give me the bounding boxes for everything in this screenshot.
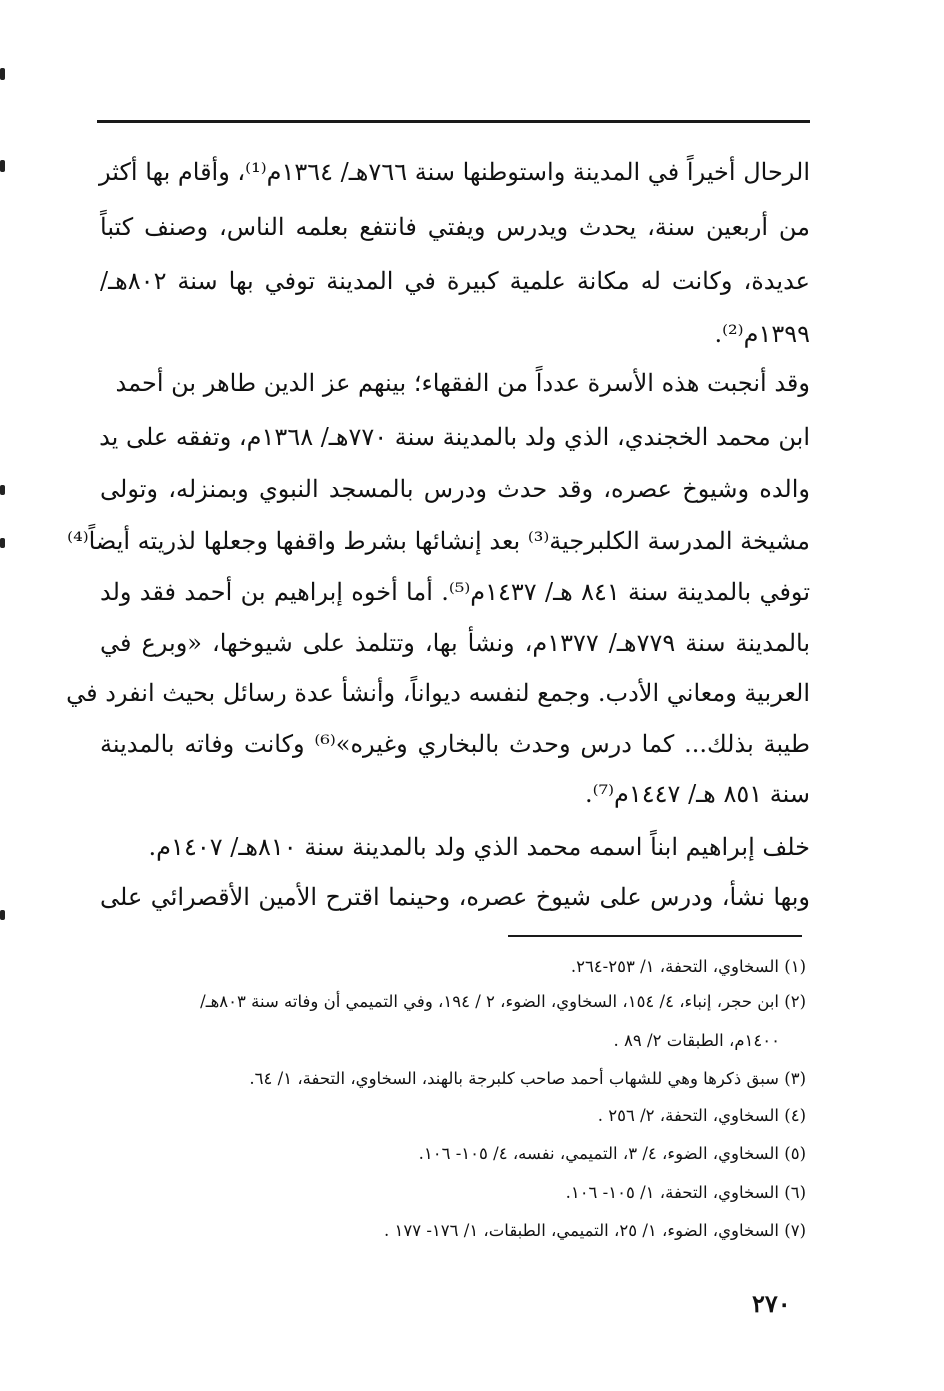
footnote-6: (٦) السخاوي، التحفة، ١/ ١٠٥- ١٠٦. (565, 1183, 806, 1202)
body-line: من أربعين سنة، يحدث ويدرس ويفتي فانتفع بعلمه الناس، وصنف كتباً (100, 213, 810, 241)
scan-edge-mark (0, 485, 5, 495)
body-line: ابن محمد الخجندي، الذي ولد بالمدينة سنة ٧٧٠هـ/ ١٣٦٨م، وتفقه على يد (99, 423, 810, 451)
body-line: سنة ٨٥١ هـ/ ١٤٤٧م⁽⁷⁾. (584, 780, 810, 808)
body-line: مشيخة المدرسة الكلبرجية⁽³⁾ بعد إنشائها بشرط واقفها وجعلها لذريته أيضاً⁽⁴⁾ (67, 527, 810, 555)
footnote-5: (٥) السخاوي، الضوء، ٤/ ٣، التميمي، نفسه، ٤/ ١٠٥- ١٠٦. (418, 1144, 806, 1163)
body-line: وبها نشأ، ودرس على شيوخ عصره، وحينما اقترح الأمين الأقصرائي على (100, 883, 810, 911)
footnote-2-continued: ١٤٠٠م، الطبقات ٢/ ٨٩ . (613, 1031, 780, 1050)
body-line: طيبة بذلك... كما درس وحدث بالبخاري وغيره»⁽⁶⁾ وكانت وفاته بالمدينة (100, 730, 810, 758)
body-line: والده وشيوخ عصره، وقد حدث ودرس بالمسجد النبوي وبمنزله، وتولى (100, 475, 810, 503)
body-line: العربية ومعاني الأدب. وجمع لنفسه ديواناً، وأنشأ عدة رسائل بحيث انفرد في (66, 679, 810, 707)
body-line: الرحال أخيراً في المدينة واستوطنها سنة ٧٦٦هـ/ ١٣٦٤م⁽¹⁾، وأقام بها أكثر (99, 158, 810, 186)
page-number: ٢٧٠ (752, 1289, 791, 1318)
body-line: خلف إبراهيم ابناً اسمه محمد الذي ولد بالمدينة سنة ٨١٠هـ/ ١٤٠٧م. (148, 833, 810, 861)
body-line: وقد أنجبت هذه الأسرة عدداً من الفقهاء؛ بينهم عز الدين طاهر بن أحمد (115, 369, 810, 397)
footnote-7: (٧) السخاوي، الضوء، ١/ ٢٥، التميمي، الطبقات، ١/ ١٧٦- ١٧٧ . (383, 1221, 806, 1240)
body-line: ١٣٩٩م⁽²⁾. (714, 320, 810, 348)
body-line: توفي بالمدينة سنة ٨٤١ هـ/ ١٤٣٧م⁽⁵⁾. أما أخوه إبراهيم بن أحمد فقد ولد (100, 578, 810, 606)
footnote-4: (٤) السخاوي، التحفة، ٢/ ٢٥٦ . (597, 1106, 806, 1125)
scan-edge-mark (0, 68, 5, 80)
footnote-1: (١) السخاوي، التحفة، ١/ ٢٥٣-٢٦٤. (570, 957, 806, 976)
body-line: عديدة، وكانت له مكانة علمية كبيرة في المدينة توفي بها سنة ٨٠٢هـ/ (100, 267, 810, 295)
scan-edge-mark (0, 160, 5, 172)
scan-edge-mark (0, 538, 5, 548)
footnote-rule (508, 935, 802, 937)
footnote-2: (٢) ابن حجر، إنباء، ٤/ ١٥٤، السخاوي، الضوء، ٢ / ١٩٤، وفي التميمي أن وفاته سنة ٨٠٣هـ/ (200, 992, 806, 1011)
scan-edge-mark (0, 910, 5, 920)
footnote-3: (٣) سبق ذكرها وهي للشهاب أحمد صاحب كلبرجة بالهند، السخاوي، التحفة، ١/ ٦٤. (249, 1069, 806, 1088)
header-rule (97, 120, 810, 123)
body-line: بالمدينة سنة ٧٧٩هـ/ ١٣٧٧م، ونشأ بها، وتتلمذ على شيوخها، «وبرع في (100, 629, 810, 657)
